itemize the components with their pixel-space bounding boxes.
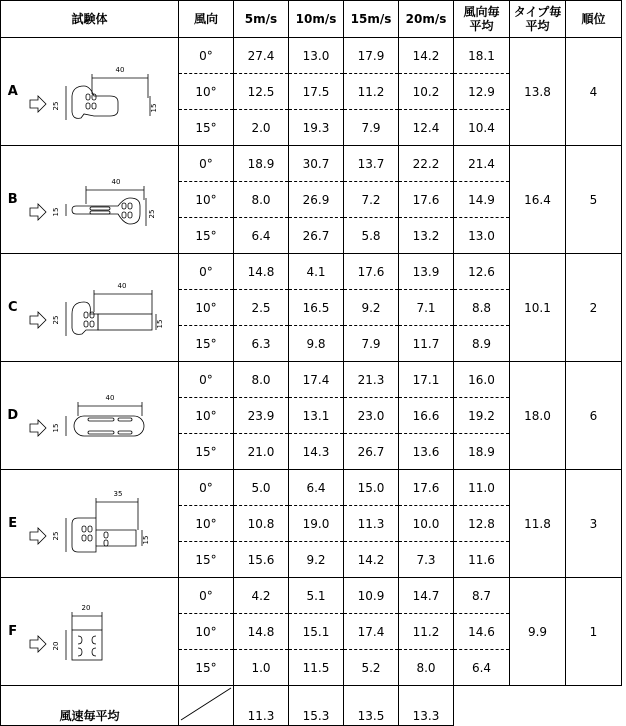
value-cell: 2.0 xyxy=(234,110,289,146)
value-cell: 16.6 xyxy=(399,398,454,434)
wind-arrow-icon xyxy=(30,420,46,436)
value-cell: 7.9 xyxy=(344,326,399,362)
value-cell: 8.0 xyxy=(234,182,289,218)
angle-cell: 10° xyxy=(179,290,234,326)
value-cell: 21.3 xyxy=(344,362,399,398)
header-line: 平均 xyxy=(525,19,550,33)
value-cell: 4.2 xyxy=(234,578,289,614)
type-letter: C xyxy=(1,254,25,362)
direction-average-cell: 12.9 xyxy=(454,74,510,110)
angle-cell: 0° xyxy=(179,254,234,290)
specimen-diagram xyxy=(26,472,176,572)
angle-cell: 15° xyxy=(179,542,234,578)
angle-cell: 15° xyxy=(179,326,234,362)
dimension-label: 20 xyxy=(81,604,91,612)
header-line: タイプ毎 xyxy=(513,5,562,19)
specimen-header: 試験体 xyxy=(1,1,179,38)
direction-average-cell: 21.4 xyxy=(454,146,510,182)
rank-cell: 3 xyxy=(566,470,622,578)
empty-cell xyxy=(454,686,510,726)
direction-average-cell: 14.9 xyxy=(454,182,510,218)
value-cell: 17.4 xyxy=(289,362,344,398)
angle-cell: 15° xyxy=(179,110,234,146)
speed-header: 5m/s xyxy=(234,1,289,38)
angle-cell: 10° xyxy=(179,506,234,542)
value-cell: 26.7 xyxy=(289,218,344,254)
direction-average-cell: 16.0 xyxy=(454,362,510,398)
value-cell: 13.0 xyxy=(289,38,344,74)
direction-average-cell: 14.6 xyxy=(454,614,510,650)
speed-average-cell: 11.3 xyxy=(234,686,289,726)
direction-average-cell: 18.9 xyxy=(454,434,510,470)
angle-cell: 10° xyxy=(179,74,234,110)
type-row xyxy=(1,470,622,506)
value-cell: 5.2 xyxy=(344,650,399,686)
value-cell: 17.9 xyxy=(344,38,399,74)
type-row xyxy=(1,578,622,614)
dimension-label: 40 xyxy=(105,394,115,402)
type-letter: E xyxy=(1,470,25,578)
specimen-figure-cell xyxy=(25,362,179,470)
value-cell: 5.8 xyxy=(344,218,399,254)
value-cell: 12.4 xyxy=(399,110,454,146)
speed-average-cell: 13.5 xyxy=(344,686,399,726)
angle-cell: 15° xyxy=(179,218,234,254)
dimension-label: 40 xyxy=(111,178,121,186)
speed-average-cell: 15.3 xyxy=(289,686,344,726)
value-cell: 17.6 xyxy=(344,254,399,290)
wind-arrow-icon xyxy=(30,204,46,220)
value-cell: 13.1 xyxy=(289,398,344,434)
dimension-label: 20 xyxy=(52,641,61,651)
specimen-diagram xyxy=(26,580,176,680)
value-cell: 16.5 xyxy=(289,290,344,326)
value-cell: 2.5 xyxy=(234,290,289,326)
dimension-label: 15 xyxy=(52,423,61,433)
type-letter: D xyxy=(1,362,25,470)
value-cell: 22.2 xyxy=(399,146,454,182)
specimen-figure-cell xyxy=(25,146,179,254)
empty-cell xyxy=(510,686,566,726)
dimension-label: 15 xyxy=(150,103,159,113)
type-letter: B xyxy=(1,146,25,254)
angle-cell: 10° xyxy=(179,398,234,434)
specimen-figure-cell xyxy=(25,38,179,146)
value-cell: 14.7 xyxy=(399,578,454,614)
footer-row xyxy=(1,686,622,726)
value-cell: 21.0 xyxy=(234,434,289,470)
type-letter: A xyxy=(1,38,25,146)
value-cell: 17.5 xyxy=(289,74,344,110)
angle-cell: 0° xyxy=(179,38,234,74)
dimension-label: 25 xyxy=(52,315,61,325)
speed-header: 10m/s xyxy=(289,1,344,38)
direction-average-cell: 12.8 xyxy=(454,506,510,542)
type-average-cell: 11.8 xyxy=(510,470,566,578)
value-cell: 30.7 xyxy=(289,146,344,182)
speed-header: 20m/s xyxy=(399,1,454,38)
value-cell: 23.9 xyxy=(234,398,289,434)
value-cell: 17.1 xyxy=(399,362,454,398)
rank-header: 順位 xyxy=(566,1,622,38)
value-cell: 12.5 xyxy=(234,74,289,110)
footer-label: 風速毎平均 xyxy=(1,686,179,726)
type-row xyxy=(1,146,622,182)
specimen-figure-cell xyxy=(25,470,179,578)
value-cell: 5.1 xyxy=(289,578,344,614)
dimension-label: 40 xyxy=(115,66,125,74)
value-cell: 6.4 xyxy=(289,470,344,506)
value-cell: 9.2 xyxy=(344,290,399,326)
value-cell: 6.4 xyxy=(234,218,289,254)
footer-diagonal-cell xyxy=(179,686,234,726)
angle-cell: 0° xyxy=(179,146,234,182)
direction-average-cell: 19.2 xyxy=(454,398,510,434)
rank-cell: 6 xyxy=(566,362,622,470)
wind-arrow-icon xyxy=(30,528,46,544)
angle-cell: 0° xyxy=(179,578,234,614)
rank-cell: 5 xyxy=(566,146,622,254)
value-cell: 26.9 xyxy=(289,182,344,218)
angle-cell: 0° xyxy=(179,362,234,398)
type-letter: F xyxy=(1,578,25,686)
value-cell: 13.9 xyxy=(399,254,454,290)
type-row xyxy=(1,38,622,74)
value-cell: 10.0 xyxy=(399,506,454,542)
direction-average-cell: 10.4 xyxy=(454,110,510,146)
type-average-cell: 16.4 xyxy=(510,146,566,254)
value-cell: 17.6 xyxy=(399,470,454,506)
value-cell: 15.1 xyxy=(289,614,344,650)
angle-cell: 15° xyxy=(179,650,234,686)
header-line: 平均 xyxy=(469,19,494,33)
specimen-diagram xyxy=(26,40,176,140)
diagonal-line xyxy=(179,686,233,722)
dimension-label: 15 xyxy=(156,319,165,329)
value-cell: 10.2 xyxy=(399,74,454,110)
value-cell: 10.8 xyxy=(234,506,289,542)
specimen-figure-cell xyxy=(25,578,179,686)
value-cell: 7.1 xyxy=(399,290,454,326)
direction-average-cell: 11.6 xyxy=(454,542,510,578)
value-cell: 10.9 xyxy=(344,578,399,614)
direction-average-cell: 6.4 xyxy=(454,650,510,686)
rank-cell: 4 xyxy=(566,38,622,146)
value-cell: 9.8 xyxy=(289,326,344,362)
dimension-label: 40 xyxy=(117,282,127,290)
speed-average-cell: 13.3 xyxy=(399,686,454,726)
value-cell: 13.6 xyxy=(399,434,454,470)
value-cell: 14.8 xyxy=(234,254,289,290)
type-average-cell: 13.8 xyxy=(510,38,566,146)
value-cell: 8.0 xyxy=(399,650,454,686)
specimen-diagram xyxy=(26,148,176,248)
direction-average-cell: 13.0 xyxy=(454,218,510,254)
angle-cell: 10° xyxy=(179,614,234,650)
direction-average-cell: 18.1 xyxy=(454,38,510,74)
rank-cell: 1 xyxy=(566,578,622,686)
dimension-label: 15 xyxy=(52,207,61,217)
value-cell: 7.9 xyxy=(344,110,399,146)
type-average-header xyxy=(510,1,566,38)
value-cell: 8.0 xyxy=(234,362,289,398)
specimen-diagram xyxy=(26,256,176,356)
value-cell: 14.2 xyxy=(399,38,454,74)
direction-average-cell: 12.6 xyxy=(454,254,510,290)
dimension-label: 15 xyxy=(142,535,151,545)
direction-average-cell: 8.8 xyxy=(454,290,510,326)
value-cell: 23.0 xyxy=(344,398,399,434)
direction-header: 風向 xyxy=(179,1,234,38)
empty-cell xyxy=(566,686,622,726)
value-cell: 11.2 xyxy=(399,614,454,650)
dimension-label: 25 xyxy=(52,531,61,541)
value-cell: 13.7 xyxy=(344,146,399,182)
wind-arrow-icon xyxy=(30,96,46,112)
value-cell: 7.3 xyxy=(399,542,454,578)
value-cell: 6.3 xyxy=(234,326,289,362)
direction-average-cell: 11.0 xyxy=(454,470,510,506)
value-cell: 19.0 xyxy=(289,506,344,542)
dimension-label: 35 xyxy=(113,490,123,498)
specimen-diagram xyxy=(26,364,176,464)
value-cell: 5.0 xyxy=(234,470,289,506)
value-cell: 11.5 xyxy=(289,650,344,686)
angle-cell: 15° xyxy=(179,434,234,470)
value-cell: 7.2 xyxy=(344,182,399,218)
value-cell: 11.7 xyxy=(399,326,454,362)
header-row xyxy=(1,1,622,38)
value-cell: 11.3 xyxy=(344,506,399,542)
type-average-cell: 18.0 xyxy=(510,362,566,470)
wind-arrow-icon xyxy=(30,636,46,652)
value-cell: 1.0 xyxy=(234,650,289,686)
type-row xyxy=(1,254,622,290)
type-average-cell: 10.1 xyxy=(510,254,566,362)
value-cell: 14.3 xyxy=(289,434,344,470)
value-cell: 26.7 xyxy=(344,434,399,470)
value-cell: 27.4 xyxy=(234,38,289,74)
value-cell: 9.2 xyxy=(289,542,344,578)
type-row xyxy=(1,362,622,398)
header-line: 風向毎 xyxy=(463,5,500,19)
specimen-figure-cell xyxy=(25,254,179,362)
value-cell: 15.0 xyxy=(344,470,399,506)
dimension-label: 25 xyxy=(52,101,61,111)
direction-average-cell: 8.7 xyxy=(454,578,510,614)
value-cell: 14.8 xyxy=(234,614,289,650)
type-average-cell: 9.9 xyxy=(510,578,566,686)
angle-cell: 0° xyxy=(179,470,234,506)
value-cell: 19.3 xyxy=(289,110,344,146)
value-cell: 14.2 xyxy=(344,542,399,578)
value-cell: 13.2 xyxy=(399,218,454,254)
direction-average-header xyxy=(454,1,510,38)
value-cell: 4.1 xyxy=(289,254,344,290)
dimension-label: 25 xyxy=(148,209,157,219)
value-cell: 17.4 xyxy=(344,614,399,650)
angle-cell: 10° xyxy=(179,182,234,218)
direction-average-cell: 8.9 xyxy=(454,326,510,362)
value-cell: 11.2 xyxy=(344,74,399,110)
speed-header: 15m/s xyxy=(344,1,399,38)
wind-arrow-icon xyxy=(30,312,46,328)
value-cell: 17.6 xyxy=(399,182,454,218)
rank-cell: 2 xyxy=(566,254,622,362)
value-cell: 15.6 xyxy=(234,542,289,578)
value-cell: 18.9 xyxy=(234,146,289,182)
